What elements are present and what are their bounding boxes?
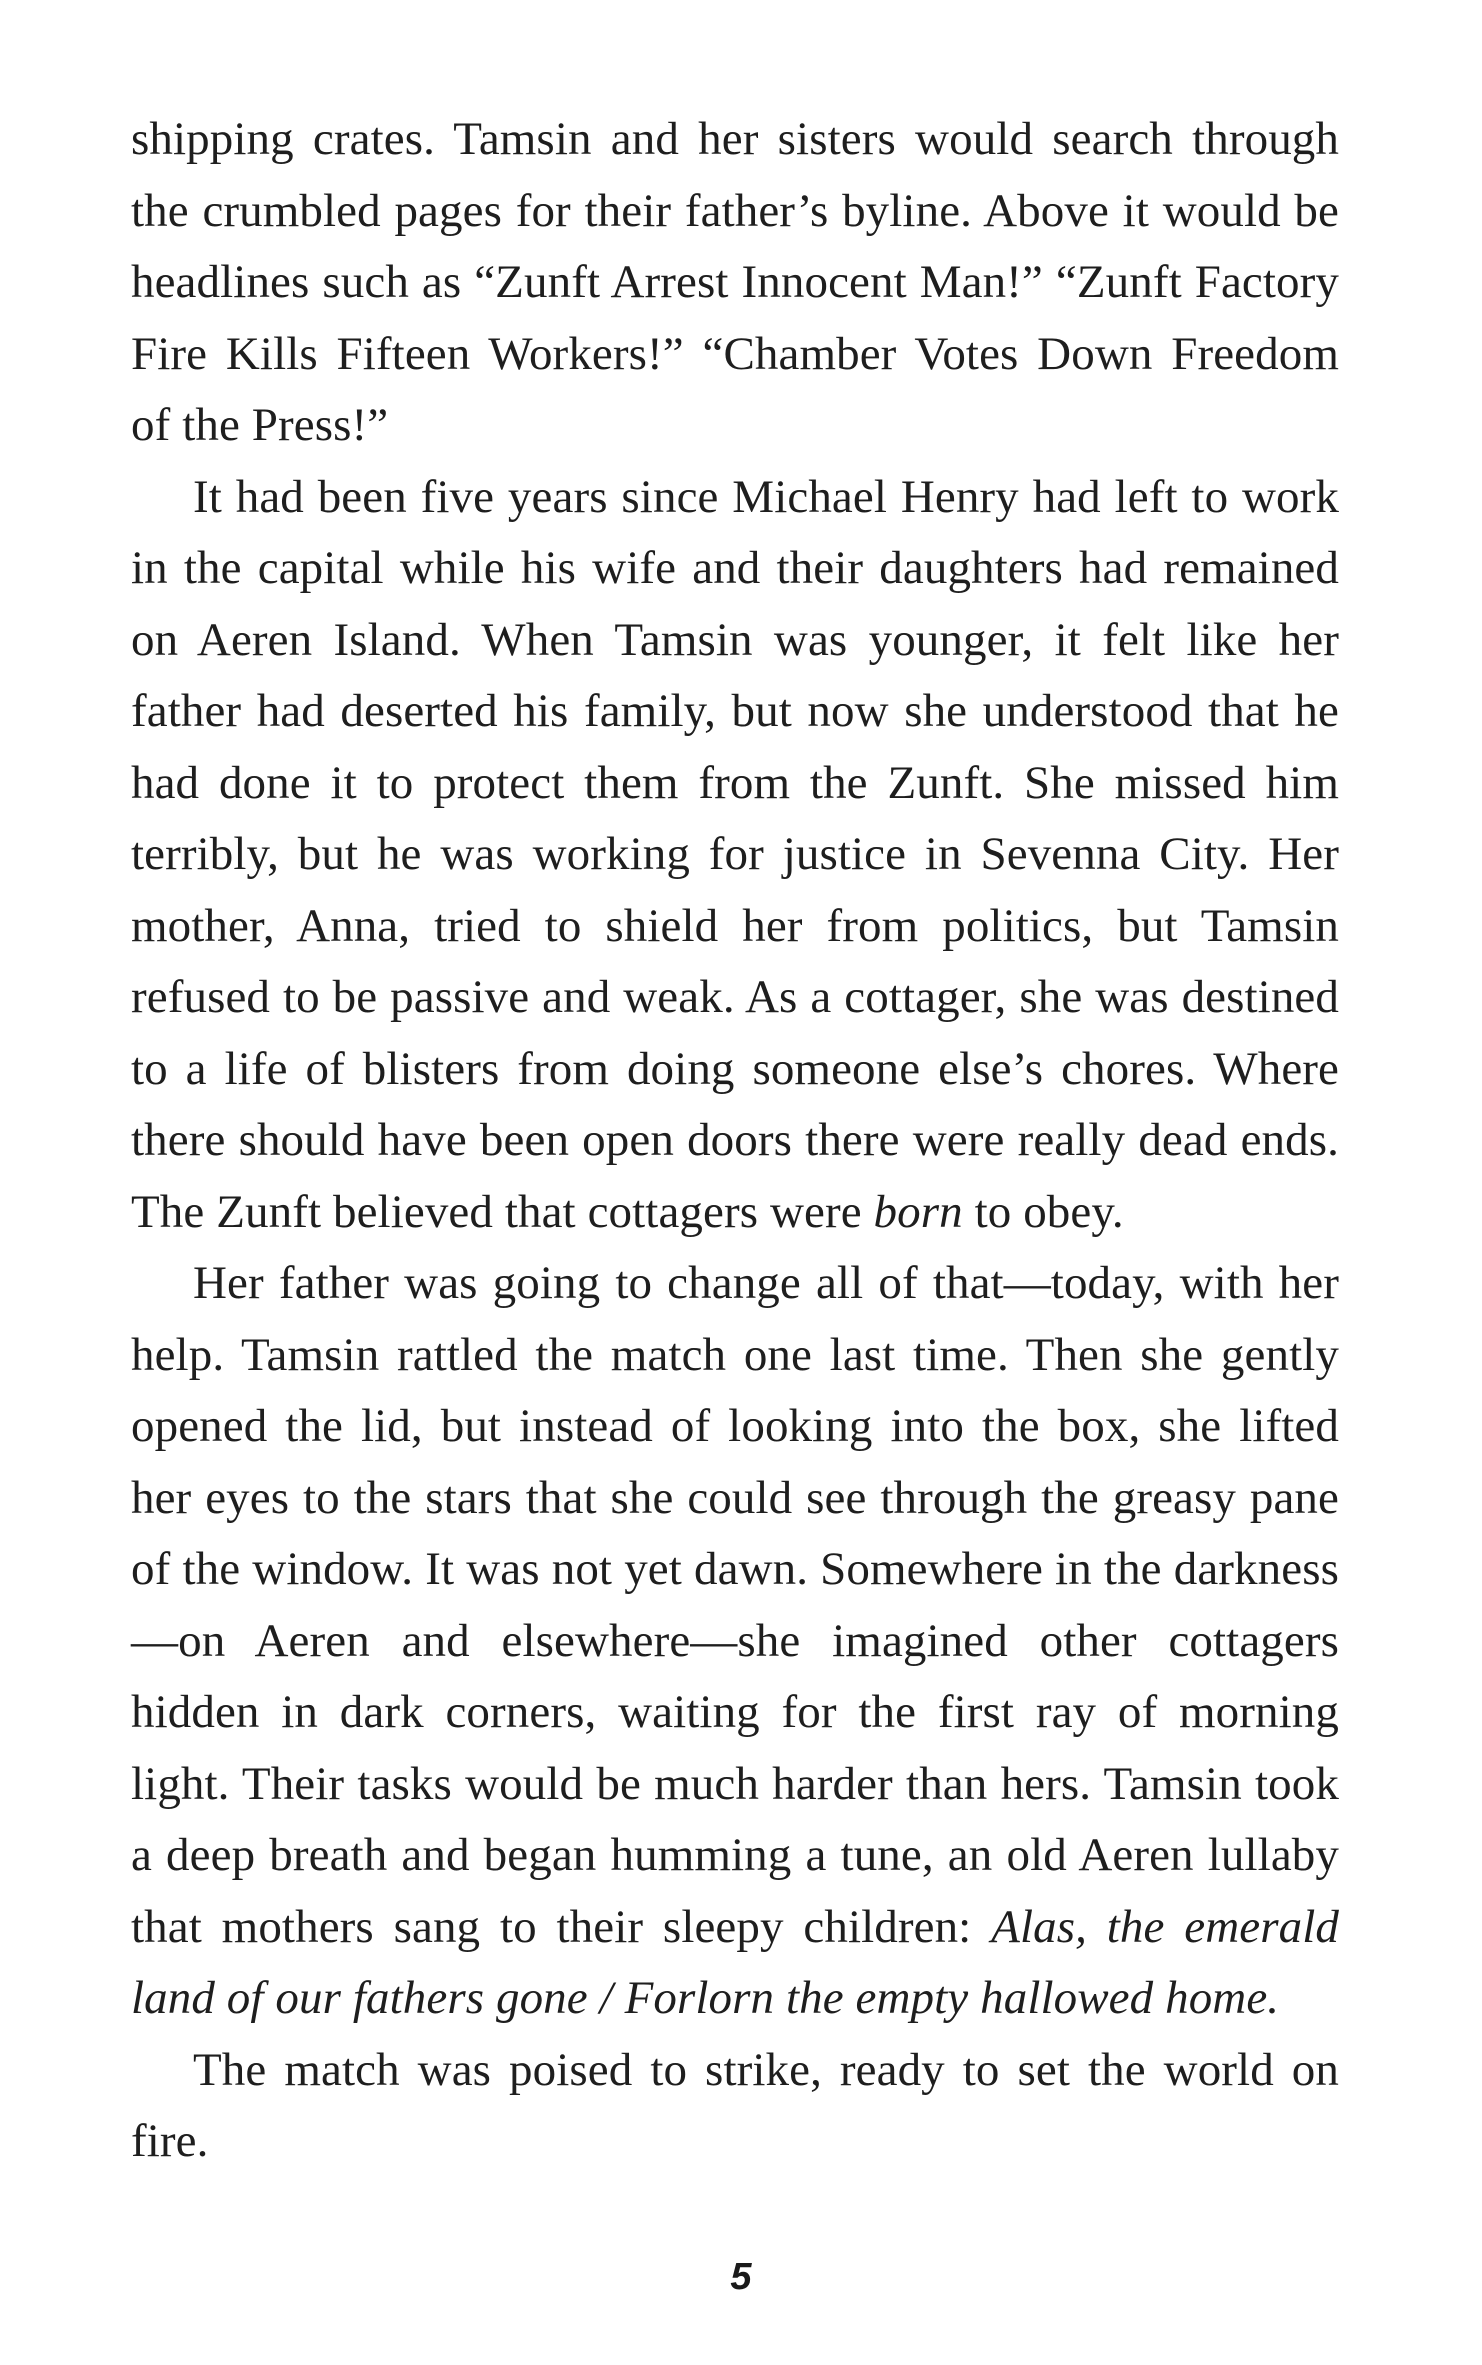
- paragraph-1-text: shipping crates. Tamsin and her sisters would search through the crumbled pages for their father’s byline. Above it would be headlines such as “Zunft Arrest Innocent Man!” “Zunft Factory Fire Kills Fifteen Workers!” “Chamber Votes Down Freedom of the Press!”: [131, 113, 1339, 451]
- paragraph-3-text: Her father was going to change all of that—today, with her help. Tamsin rattled the match one last time. Then she gently opened the lid, but instead of looking into the box, she lifted her eyes to the stars that she could see through the greasy pane of the window. It was not yet dawn. Somewhere in the darkness—on Aeren and elsewhere—she imagined other cottagers hidden in dark corners, waiting for the first ray of morning light. Their tasks would be much harder than hers. Tamsin took a deep breath and began humming a tune, an old Aeren lullaby that mothers sang to their sleepy children:: [131, 1257, 1339, 1953]
- body-text: [131, 104, 1339, 2178]
- paragraph-3: [131, 1248, 1339, 2035]
- paragraph-2-text: It had been five years since Michael Henry had left to work in the capital while his wife and their daughters had remained on Aeren Island. When Tamsin was younger, it felt like her father had deserted his family, but now she understood that he had done it to protect them from the Zunft. She missed him terribly, but he was working for justice in Sevenna City. Her mother, Anna, tried to shield her from politics, but Tamsin refused to be passive and weak. As a cottager, she was destined to a life of blisters from doing someone else’s chores. Where there should have been open doors there were really dead ends. The Zunft believed that cottagers were: [131, 470, 1339, 1238]
- page-number: 5: [730, 2256, 752, 2298]
- paragraph-1: [131, 104, 1339, 462]
- lullaby-quote: Alas, the emerald land of our fathers gone / Forlorn the empty hallowed home.: [131, 1900, 1339, 2024]
- emphasis-born: born: [873, 1185, 963, 1238]
- paragraph-4: [131, 2035, 1339, 2178]
- paragraph-2: [131, 462, 1339, 1249]
- paragraph-4-text: The match was poised to strike, ready to set the world on fire.: [131, 2043, 1339, 2167]
- paragraph-2-text-end: to obey.: [962, 1185, 1124, 1238]
